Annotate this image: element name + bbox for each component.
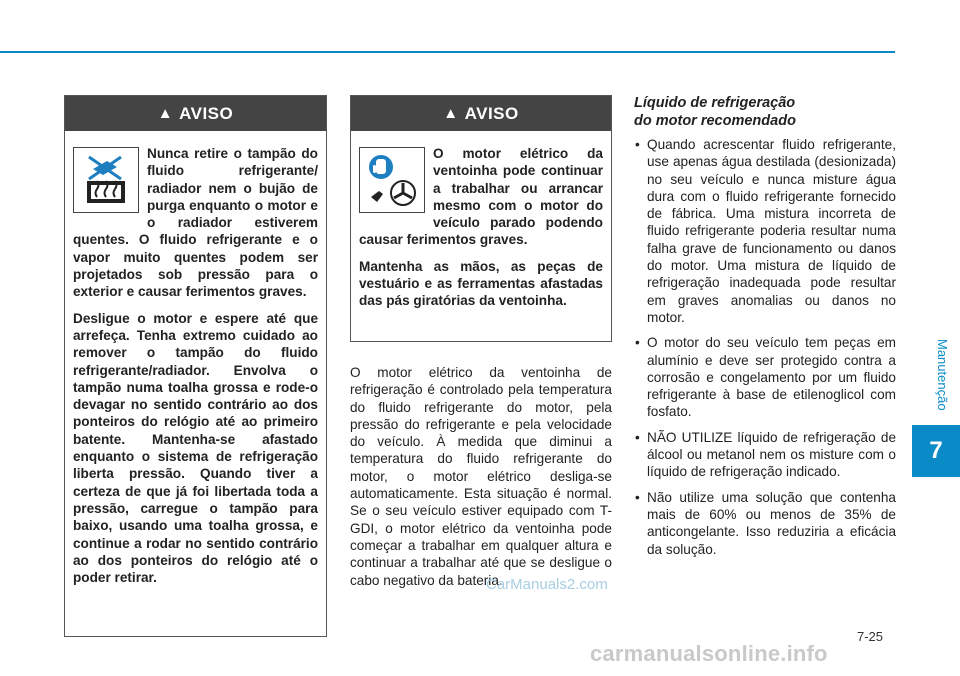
warning-heading: AVISO (179, 103, 234, 123)
warning-body (351, 131, 611, 327)
header-rule (0, 51, 895, 53)
warning-heading: AVISO (464, 103, 519, 123)
fan-description (350, 364, 612, 589)
warning-box-fan (350, 95, 612, 342)
warning-header (65, 96, 326, 131)
section-label: Manutenção (935, 339, 950, 411)
coolant-section (634, 94, 896, 566)
page-number: 7-25 (857, 629, 884, 644)
coolant-title-line2: do motor recomendado (634, 113, 796, 129)
fan-description-text: O motor elétrico da ventoinha de refrigeração é controlado pela temperatura do fluido refrigerante do motor, pela pressão do refrigerante e pela velocidade do veículo. À medida que diminui a temperatura do fluido refrigerante do motor, o motor elétrico desliga-se automaticamente. Esta situação é normal. Se o seu veículo estiver equipado com T-GDI, o motor elétrico da ventoinha pode começar a trabalhar em qualquer altura e continuar a trabalhar até que se desligue o cabo negativo da bateria. (350, 365, 612, 588)
list-item: • NÃO UTILIZE líquido de refrigeração de álcool ou metanol nem os misture com o líquido de refrigeração indicado. (634, 429, 896, 481)
list-item: • Quando acrescentar fluido refrigerante, use apenas água destilada (desionizada) no seu veículo e nunca misture água dura com o fluido refrigerante fornecido de fábrica. Uma mistura incorreta de fluido refrigerante poderia resultar numa falha grave de funcionamento ou danos do motor. Uma mistura de líquido de refrigeração inadequada pode resultar em graves anomalias ou danos no motor. (634, 136, 896, 326)
list-item: • Não utilize uma solução que contenha mais de 60% ou menos de 35% de anticongelante. Isso reduziria a eficácia da solução. (634, 489, 896, 558)
coolant-section-title (634, 94, 896, 130)
warning-intro: O motor elétrico da ventoinha pode continuar a trabalhar ou arrancar mesmo com o motor do veículo parado podendo causar ferimentos graves. (359, 146, 603, 248)
warning-intro: Nunca retire o tampão do fluido refrigerante/ radiador nem o bujão de purga enquanto o motor e o radiador estiverem quentes. O fluido refrigerante e o vapor muito quentes podem ser projetados sob pressão para o exterior e causar ferimentos graves. (73, 146, 318, 300)
warning-triangle-icon: ▲ (157, 105, 174, 122)
warning-box-radiator (64, 95, 327, 637)
coolant-title-line1: Líquido de refrigeração (634, 95, 796, 111)
watermark-bottom: carmanualsonline.info (590, 641, 828, 666)
warning-body (65, 131, 326, 603)
coolant-bullets (634, 136, 896, 558)
chapter-tab: 7 (912, 425, 960, 477)
warning-detail: Mantenha as mãos, as peças de vestuário e as ferramentas afastadas das pás giratórias da ventoinha. (359, 258, 603, 309)
watermark-mid: CarManuals2.com (486, 576, 608, 593)
list-item: • O motor do seu veículo tem peças em alumínio e deve ser protegido contra a corrosão e congelamento por um fluido refrigerante à base de etilenoglicol com fosfato. (634, 334, 896, 420)
warning-detail: Desligue o motor e espere até que arrefeça. Tenha extremo cuidado ao remover o tampão do fluido refrigerante/radiador. Envolva o tampão numa toalha grossa e rode-o devagar no sentido contrário ao dos ponteiros do relógio até ao primeiro batente. Mantenha-se afastado enquanto o sistema de refrigeração liberta pressão. Quando tiver a certeza de que já foi libertada toda a pressão, carregue o tampão para baixo, usando uma toalha grossa, e continue a rodar no sentido contrário ao dos ponteiros do relógio até o poder retirar. (73, 310, 318, 586)
warning-triangle-icon: ▲ (443, 105, 459, 122)
hot-radiator-cap-icon (73, 147, 139, 213)
hand-stop-fan-icon (359, 147, 425, 213)
warning-header (351, 96, 611, 131)
